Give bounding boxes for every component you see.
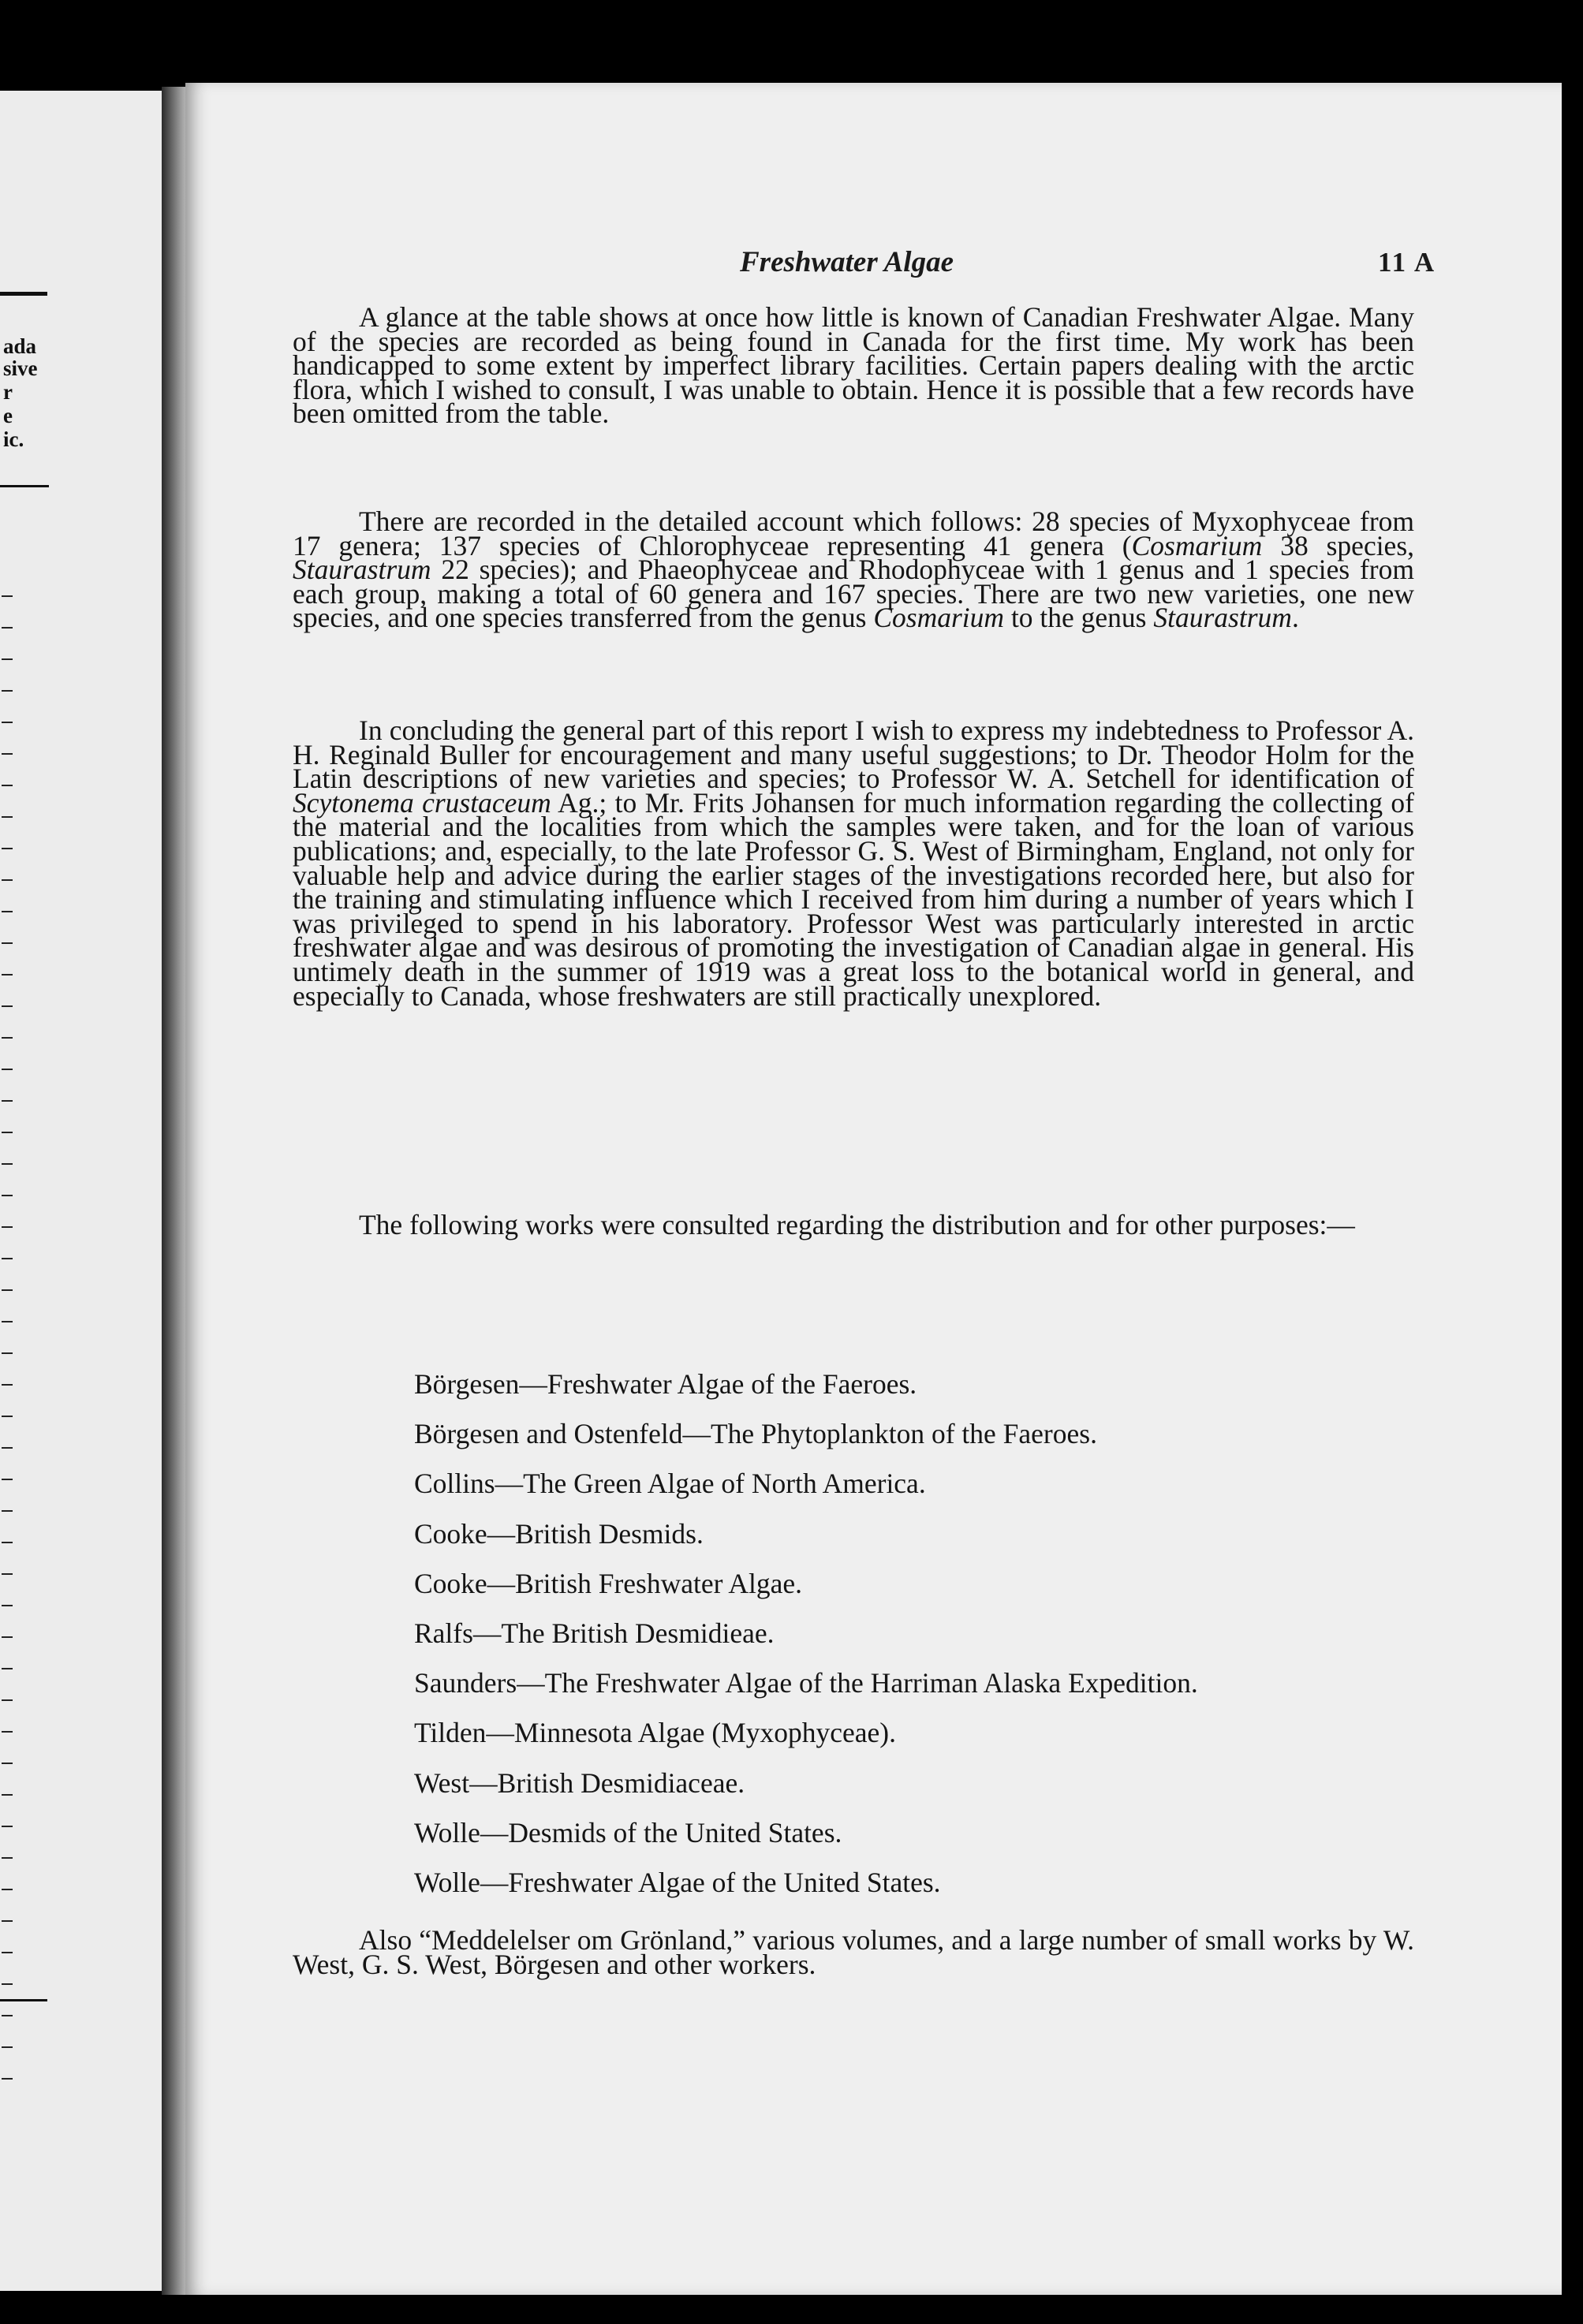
left-page-rule-end <box>0 1999 47 2001</box>
paragraph-acknowledgements <box>293 714 1414 1012</box>
italic-taxon: Cosmarium <box>873 602 1005 634</box>
left-table-mark <box>2 1132 13 1133</box>
text-run: There are recorded in the detailed account which follows: 28 species of Myxophyceae from 17 genera; 137 species of Chlorophyceae representing 41 genera ( <box>293 505 1414 561</box>
left-table-mark <box>2 1258 13 1259</box>
left-table-mark <box>2 1384 13 1386</box>
reference-item: Börgesen—Freshwater Algae of the Faeroes. <box>414 1368 917 1400</box>
left-table-mark <box>2 1731 13 1733</box>
left-table-mark <box>2 1321 13 1322</box>
left-table-mark <box>2 785 13 786</box>
reference-item: Wolle—Desmids of the United States. <box>414 1816 842 1848</box>
left-table-mark <box>2 2015 13 2016</box>
left-table-mark <box>2 1510 13 1512</box>
body-text <box>293 505 1415 634</box>
left-table-mark <box>2 1794 13 1796</box>
page-header <box>185 245 1562 285</box>
body-text <box>293 714 1414 1012</box>
left-table-mark <box>2 1416 13 1417</box>
left-table-mark <box>2 1763 13 1764</box>
text-run: Ag.; to Mr. Frits Johansen for much information regarding the collecting of the material and the localities from which the samples were taken, and for the loan of various publications; and, especially, to the late Professor G. S. West of Birmingham, England, not only for valuable help and advice during the earlier stages of the investigations recorded here, but also for the training and stimulating influence which I received from him during a number of years which I was privileged to spend in his laboratory. Professor West was particularly interested in arctic freshwater algae and was desirous of promoting the investigation of Canadian algae in general. His untimely death in the summer of 1919 was a great loss to the botanical world in general, and especially to Canada, whose freshwaters are still practically unexplored. <box>293 786 1414 1012</box>
paragraph-works-consulted <box>293 1209 1414 1240</box>
left-table-mark <box>2 1069 13 1070</box>
left-page-rule-top <box>0 292 47 296</box>
body-text <box>293 1209 1414 1240</box>
left-table-mark <box>2 1857 13 1859</box>
body-text <box>293 301 1414 430</box>
body-text <box>293 1924 1414 1980</box>
reference-item: West—British Desmidiaceae. <box>414 1766 745 1799</box>
left-table-mark <box>2 1163 13 1165</box>
left-table-mark <box>2 1826 13 1827</box>
left-table-mark <box>2 1479 13 1480</box>
left-table-mark <box>2 1100 13 1102</box>
left-table-mark <box>2 1037 13 1039</box>
text-run: The following works were consulted regarding the distribution and for other purposes:— <box>359 1209 1355 1240</box>
book-page <box>185 83 1562 2295</box>
paragraph-closing: Also “Meddelelser om Grönland,” various volumes, and a large number of small works by W. West, G. S. West, Börgesen and other workers. <box>293 1924 1414 1980</box>
left-table-mark <box>2 1005 13 1007</box>
left-table-mark <box>2 848 13 849</box>
reference-item: Tilden—Minnesota Algae (Myxophyceae). <box>414 1717 896 1749</box>
left-page-text-fragment: r <box>3 380 13 404</box>
left-page-rule-bottom <box>0 485 49 487</box>
left-page-text-fragment: ic. <box>3 427 24 451</box>
italic-taxon: Staurastrum <box>293 554 431 586</box>
reference-item: Cooke—British Freshwater Algae. <box>414 1567 802 1599</box>
text-run: . <box>1291 602 1299 634</box>
left-table-mark <box>2 1226 13 1228</box>
text-run: A glance at the table shows at once how little is known of Canadian Freshwater Algae. Many of the species are recorded as being found in Canada for the first time. My work has been handicapped to some extent by imperfect library facilities. Certain papers dealing with the arctic flora, which I wished to consult, I was unable to obtain. Hence it is possible that a few records have been omitted from the table. <box>293 301 1414 430</box>
left-table-mark <box>2 1447 13 1449</box>
left-table-mark <box>2 1352 13 1354</box>
left-table-mark <box>2 1889 13 1890</box>
running-title: Freshwater Algae <box>740 246 954 278</box>
left-table-mark <box>2 2078 13 2080</box>
left-table-mark <box>2 627 13 629</box>
left-table-mark <box>2 1289 13 1291</box>
left-table-mark <box>2 974 13 975</box>
left-table-mark <box>2 1573 13 1575</box>
left-table-mark <box>2 1195 13 1196</box>
left-table-mark <box>2 1983 13 1985</box>
paragraph-intro <box>293 301 1414 430</box>
left-table-mark <box>2 753 13 755</box>
reference-item: Wolle—Freshwater Algae of the United States. <box>414 1866 941 1898</box>
left-table-mark <box>2 658 13 660</box>
left-table-mark <box>2 722 13 723</box>
left-page-text-fragment: ada <box>3 334 37 358</box>
left-table-mark <box>2 1668 13 1669</box>
text-run: to the genus <box>1004 602 1154 634</box>
left-table-mark <box>2 1605 13 1606</box>
left-table-mark <box>2 1952 13 1953</box>
left-table-mark <box>2 816 13 818</box>
reference-item: Collins—The Green Algae of North America. <box>414 1468 926 1500</box>
left-table-mark <box>2 879 13 881</box>
left-table-mark <box>2 690 13 692</box>
italic-taxon: Scytonema crustaceum <box>293 786 551 819</box>
text-run: 22 species); and Phaeophyceae and Rhodophyceae with 1 genus and 1 species from each group, making a total of 60 genera and 167 species. There are two new varieties, one new species, and one species transferred from the genus <box>293 554 1414 634</box>
left-page-text-fragment: sive <box>3 356 38 380</box>
left-table-mark <box>2 1920 13 1922</box>
left-table-mark <box>2 942 13 944</box>
reference-item: Ralfs—The British Desmidieae. <box>414 1617 775 1649</box>
left-page-text-fragment: e <box>3 404 13 427</box>
left-table-mark <box>2 2046 13 2048</box>
left-page-fragment <box>0 91 163 2291</box>
left-table-mark <box>2 595 13 597</box>
left-table-mark <box>2 1699 13 1701</box>
left-table-mark <box>2 1636 13 1638</box>
page-number: 11 A <box>1378 247 1436 278</box>
italic-taxon: Cosmarium <box>1131 529 1263 561</box>
reference-list <box>414 1368 1439 1916</box>
paragraph-species-summary <box>293 505 1415 634</box>
reference-item: Börgesen and Ostenfeld—The Phytoplankton of the Faeroes. <box>414 1418 1097 1450</box>
reference-item: Cooke—British Desmids. <box>414 1517 704 1550</box>
reference-item: Saunders—The Freshwater Algae of the Harriman Alaska Expedition. <box>414 1667 1198 1699</box>
text-run: 38 species, <box>1262 529 1415 561</box>
text-run: In concluding the general part of this report I wish to express my indebtedness to Professor A. H. Reginald Buller for encouragement and many useful suggestions; to Dr. Theodor Holm for the Latin descriptions of new varieties and species; to Professor W. A. Setchell for identification of <box>293 714 1414 795</box>
italic-taxon: Staurastrum <box>1153 602 1292 634</box>
left-table-mark <box>2 911 13 912</box>
left-table-mark <box>2 1542 13 1543</box>
